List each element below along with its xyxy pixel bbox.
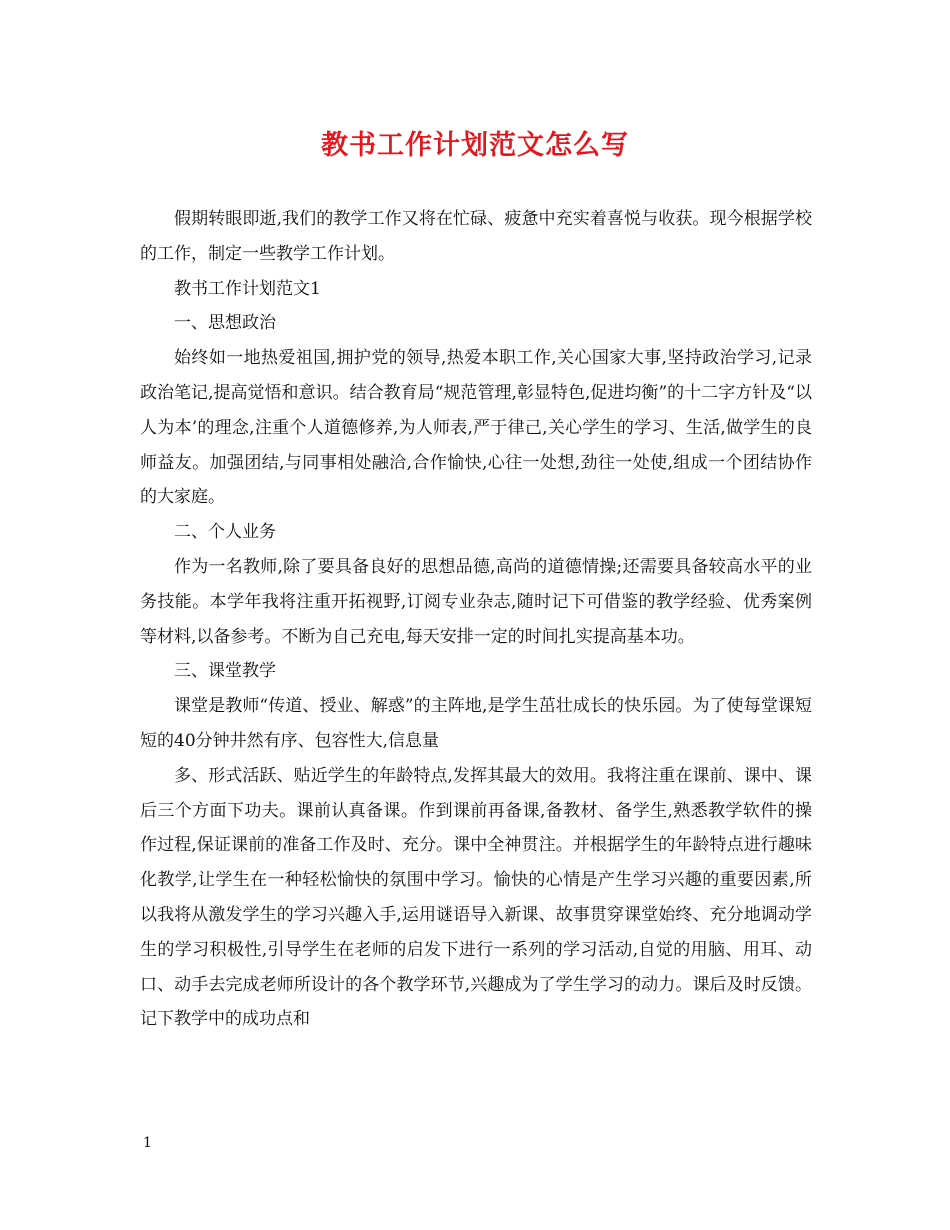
section-heading-classroom: 三、课堂教学 <box>174 661 276 682</box>
page-title: 教书工作计划范文怎么写 <box>321 130 629 161</box>
section-heading-ideology: 一、思想政治 <box>174 313 276 334</box>
document-body <box>140 202 812 1037</box>
intro-paragraph: 假期转眼即逝,我们的教学工作又将在忙碌、疲惫中充实着喜悦与收获。现今根据学校的工作，制定一些教学工作计划。 <box>140 209 812 264</box>
paragraph-ideology: 始终如一地热爱祖国,拥护党的领导,热爱本职工作,关心国家大事,坚持政治学习,记录政治笔记,提高觉悟和意识。结合教育局“规范管理,彰显特色,促进均衡”的十二字方针及“以人为本’的理念,注重个人道德修养,为人师表,严于律己,关心学生的学习、生活,做学生的良师益友。加强团结,与同事相处融洽,合作愉快,心往一处想,劲往一处使,组成一个团结协作的大家庭。 <box>140 348 812 508</box>
section-heading-sample-1: 教书工作计划范文1 <box>174 278 321 299</box>
paragraph-classroom-2: 多、形式活跃、贴近学生的年龄特点,发挥其最大的效用。我将注重在课前、课中、课后三个方面下功夫。课前认真备课。作到课前再备课,备教材、备学生,熟悉教学软件的操作过程,保证课前的准备工作及时、充分。课中全神贯注。并根据学生的年龄特点进行趣味化教学,让学生在一种轻松愉快的氛围中学习。愉快的心情是产生学习兴趣的重要因素,所以我将从激发学生的学习兴趣入手,运用谜语导入新课、故事贯穿课堂始终、充分地调动学生的学习积极性,引导学生在老师的启发下进行一系列的学习活动,自觉的用脑、用耳、动口、动手去完成老师所设计的各个教学环节,兴趣成为了学生学习的动力。课后及时反馈。记下教学中的成功点和 <box>140 765 812 1030</box>
paragraph-personal-work: 作为一名教师,除了要具备良好的思想品德,高尚的道德情操;还需要具备较高水平的业务技能。本学年我将注重开拓视野,订阅专业杂志,随时记下可借鉴的教学经验、优秀案例等材料,以备参考。不断为自己充电,每天安排一定的时间扎实提高基本功。 <box>140 556 812 647</box>
paragraph-classroom-1: 课堂是教师“传道、授业、解惑”的主阵地,是学生茁壮成长的快乐园。为了使每堂课短短的40分钟井然有序、包容性大,信息量 <box>140 696 812 751</box>
section-heading-personal-work: 二、个人业务 <box>174 522 276 543</box>
page-number: 1 <box>143 1135 152 1151</box>
